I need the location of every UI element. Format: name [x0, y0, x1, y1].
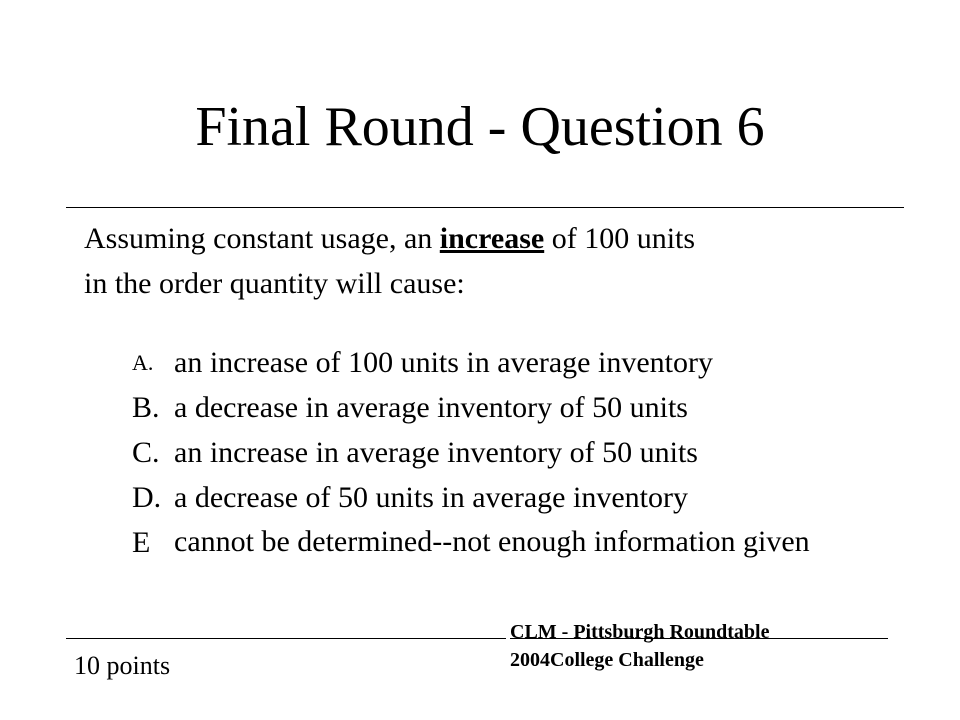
footer-divider-left — [66, 638, 506, 639]
option-text: a decrease of 50 units in average inventory — [174, 481, 688, 514]
option-letter: E — [132, 526, 151, 559]
option-text: an increase in average inventory of 50 units — [174, 436, 698, 469]
option-text: a decrease in average inventory of 50 units — [174, 391, 688, 424]
question-stem-line-1 — [84, 216, 884, 261]
footer-org-line-1: CLM - Pittsburgh Roundtable — [510, 621, 770, 643]
option-letter: C. — [132, 436, 160, 469]
slide-title: Final Round - Question 6 — [195, 96, 765, 158]
question-stem-line-2: in the order quantity will cause: — [84, 267, 465, 300]
stem-emphasis: increase — [439, 222, 545, 255]
title-divider — [66, 207, 904, 208]
answer-option-a — [132, 340, 892, 385]
option-letter: A. — [132, 350, 154, 375]
answer-option-b — [132, 385, 892, 430]
stem-text-before: Assuming constant usage, an — [84, 222, 440, 255]
points-label: 10 points — [74, 651, 171, 680]
footer-org-line-2: 2004College Challenge — [510, 649, 704, 671]
stem-text-after: of 100 units — [544, 222, 696, 255]
answer-option-d — [132, 475, 892, 520]
question-stem — [84, 216, 884, 306]
answer-options — [132, 340, 892, 565]
answer-option-c — [132, 430, 892, 475]
option-text: cannot be determined--not enough information given — [174, 525, 810, 558]
option-text: an increase of 100 units in average inventory — [174, 346, 713, 379]
footer-organization — [510, 618, 769, 674]
option-letter: B. — [132, 391, 160, 424]
option-letter: D. — [132, 481, 162, 514]
answer-option-e — [132, 520, 892, 565]
